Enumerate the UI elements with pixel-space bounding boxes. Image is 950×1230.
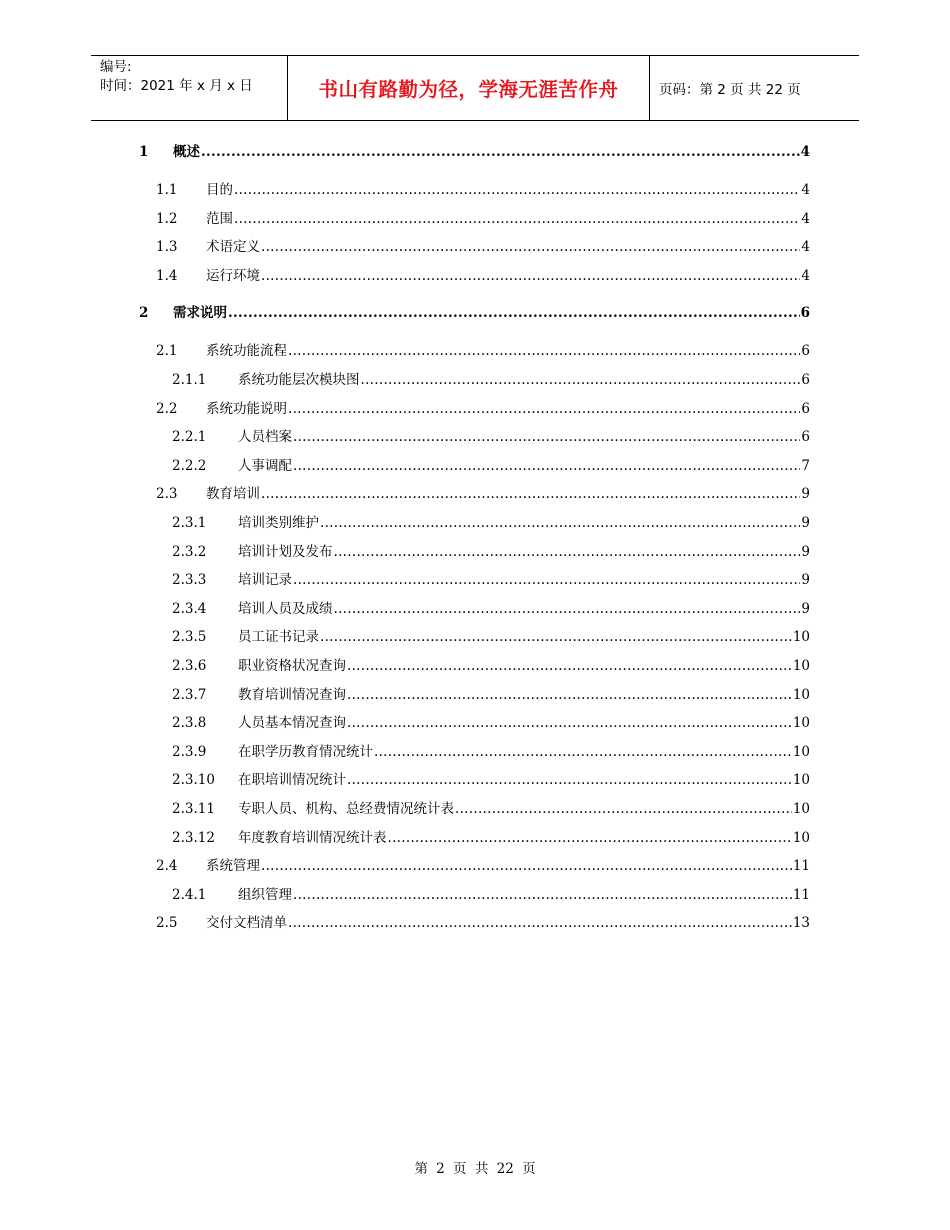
toc-dot-leader	[293, 456, 800, 476]
toc-entry-number: 2.2.1	[172, 429, 207, 445]
toc-entry-title: 系统功能说明	[206, 401, 287, 417]
toc-entry-page: 6	[801, 429, 810, 445]
toc-entry-title: 范围	[206, 211, 233, 227]
toc-entry-title: 年度教育培训情况统计表	[238, 830, 387, 846]
toc-dot-leader	[347, 770, 792, 790]
toc-dot-leader	[347, 656, 792, 676]
toc-dot-leader	[334, 599, 801, 619]
header-left-cell	[91, 56, 287, 120]
toc-entry-title: 培训类别维护	[238, 515, 319, 531]
toc-entry-number: 2.1.1	[172, 372, 207, 388]
toc-entry-title: 交付文档清单	[206, 915, 287, 931]
toc-dot-leader	[361, 370, 801, 390]
toc-entry[interactable]	[156, 913, 810, 933]
toc-entry[interactable]	[172, 770, 810, 790]
document-number-label: 编号:	[100, 59, 132, 75]
toc-entry-number: 2.3.8	[172, 715, 207, 731]
page-header	[91, 55, 859, 121]
toc-entry-title: 职业资格状况查询	[238, 658, 346, 674]
toc-dot-leader	[234, 209, 800, 229]
toc-entry-page: 9	[801, 601, 810, 617]
toc-entry-title: 组织管理	[238, 887, 292, 903]
toc-entry-page: 9	[801, 572, 810, 588]
toc-dot-leader	[374, 742, 792, 762]
toc-entry-number: 2.4.1	[172, 887, 207, 903]
toc-entry-number: 1.1	[156, 182, 178, 198]
toc-dot-leader	[288, 341, 800, 361]
toc-entry-page: 4	[801, 211, 810, 227]
toc-entry[interactable]	[172, 599, 810, 619]
toc-entry[interactable]	[172, 742, 810, 762]
toc-entry-page: 11	[792, 887, 810, 903]
toc-entry-page: 13	[792, 915, 810, 931]
toc-entry[interactable]	[156, 484, 810, 504]
toc-entry-page: 10	[792, 744, 810, 760]
toc-entry[interactable]	[172, 542, 810, 562]
toc-entry[interactable]	[172, 713, 810, 733]
toc-entry-number: 2.3	[156, 486, 178, 502]
toc-entry-page: 7	[801, 458, 810, 474]
toc-dot-leader	[228, 303, 800, 323]
toc-entry-page: 6	[800, 305, 810, 321]
toc-entry-title: 培训人员及成绩	[238, 601, 333, 617]
toc-dot-leader	[334, 542, 801, 562]
toc-entry-page: 4	[800, 144, 810, 160]
toc-entry[interactable]	[172, 427, 810, 447]
toc-dot-leader	[320, 627, 792, 647]
toc-entry-number: 2.3.6	[172, 658, 207, 674]
toc-entry-page: 10	[792, 687, 810, 703]
document-time-label: 时间：2021 年 x 月 x 日	[100, 78, 253, 94]
toc-entry[interactable]	[139, 303, 810, 323]
toc-entry[interactable]	[172, 885, 810, 905]
toc-entry[interactable]	[172, 685, 810, 705]
toc-entry[interactable]	[172, 456, 810, 476]
toc-entry-title: 教育培训情况查询	[238, 687, 346, 703]
header-page-label: 页码：第 2 页 共 22 页	[659, 82, 801, 98]
toc-entry-page: 6	[801, 343, 810, 359]
toc-entry-number: 1.2	[156, 211, 178, 227]
toc-entry-title: 系统功能流程	[206, 343, 287, 359]
toc-dot-leader	[320, 513, 800, 533]
toc-entry[interactable]	[156, 341, 810, 361]
toc-entry-title: 培训计划及发布	[238, 544, 333, 560]
toc-entry-number: 2.1	[156, 343, 178, 359]
toc-entry[interactable]	[172, 370, 810, 390]
toc-entry-number: 2.3.3	[172, 572, 207, 588]
toc-dot-leader	[347, 713, 792, 733]
toc-entry-title: 培训记录	[238, 572, 292, 588]
toc-entry-title: 在职学历教育情况统计	[238, 744, 373, 760]
toc-entry-page: 6	[801, 372, 810, 388]
toc-entry[interactable]	[156, 237, 810, 257]
toc-entry-number: 2.3.9	[172, 744, 207, 760]
toc-entry-number: 2.2.2	[172, 458, 207, 474]
toc-entry[interactable]	[156, 180, 810, 200]
toc-entry-title: 在职培训情况统计	[238, 772, 346, 788]
toc-entry-number: 2.3.4	[172, 601, 207, 617]
toc-entry-page: 4	[801, 182, 810, 198]
toc-entry[interactable]	[172, 656, 810, 676]
toc-entry-title: 人事调配	[238, 458, 292, 474]
toc-dot-leader	[293, 570, 800, 590]
toc-dot-leader	[234, 180, 800, 200]
toc-entry-number: 2.3.2	[172, 544, 207, 560]
toc-entry-number: 2.3.1	[172, 515, 207, 531]
toc-dot-leader	[293, 885, 792, 905]
toc-entry-title: 需求说明	[173, 305, 227, 321]
toc-entry-page: 10	[792, 801, 810, 817]
toc-entry-page: 10	[792, 715, 810, 731]
toc-dot-leader	[388, 828, 792, 848]
toc-entry-page: 10	[792, 658, 810, 674]
toc-entry-number: 2.5	[156, 915, 178, 931]
toc-entry-number: 2.3.12	[172, 830, 215, 846]
toc-entry[interactable]	[172, 513, 810, 533]
toc-entry[interactable]	[172, 828, 810, 848]
toc-entry-page: 11	[792, 858, 810, 874]
header-motto-cell	[287, 56, 650, 120]
toc-entry[interactable]	[139, 142, 810, 162]
toc-entry[interactable]	[156, 399, 810, 419]
toc-entry[interactable]	[172, 627, 810, 647]
toc-entry-page: 6	[801, 401, 810, 417]
toc-entry[interactable]	[156, 266, 810, 286]
toc-dot-leader	[261, 484, 800, 504]
toc-entry-number: 2.3.11	[172, 801, 215, 817]
toc-entry[interactable]	[156, 209, 810, 229]
toc-dot-leader	[288, 399, 800, 419]
header-page-cell	[650, 56, 859, 120]
toc-entry-title: 术语定义	[206, 239, 260, 255]
toc-entry[interactable]	[156, 856, 810, 876]
toc-entry-number: 2.3.5	[172, 629, 207, 645]
page-footer: 第 2 页 共 22 页	[414, 1161, 536, 1177]
toc-entry-page: 9	[801, 486, 810, 502]
toc-entry-title: 人员档案	[238, 429, 292, 445]
toc-dot-leader	[347, 685, 792, 705]
toc-entry-title: 员工证书记录	[238, 629, 319, 645]
toc-entry-number: 2.3.7	[172, 687, 207, 703]
toc-entry[interactable]	[172, 570, 810, 590]
toc-dot-leader	[261, 856, 792, 876]
toc-entry-title: 运行环境	[206, 268, 260, 284]
toc-dot-leader	[201, 142, 800, 162]
toc-entry-page: 9	[801, 515, 810, 531]
toc-entry[interactable]	[172, 799, 810, 819]
toc-entry-number: 1.3	[156, 239, 178, 255]
header-motto: 书山有路勤为径，学海无涯苦作舟	[318, 78, 619, 101]
toc-entry-page: 4	[801, 268, 810, 284]
toc-entry-page: 9	[801, 544, 810, 560]
toc-entry-number: 2	[139, 305, 149, 321]
toc-entry-title: 专职人员、机构、总经费情况统计表	[238, 801, 454, 817]
toc-dot-leader	[455, 799, 792, 819]
toc-dot-leader	[261, 237, 800, 257]
toc-entry-title: 系统功能层次模块图	[238, 372, 360, 388]
toc-entry-number: 1.4	[156, 268, 178, 284]
toc-entry-page: 10	[792, 830, 810, 846]
toc-entry-number: 2.2	[156, 401, 178, 417]
toc-dot-leader	[261, 266, 800, 286]
toc-entry-title: 系统管理	[206, 858, 260, 874]
toc-entry-number: 2.3.10	[172, 772, 215, 788]
toc-entry-number: 2.4	[156, 858, 178, 874]
toc-dot-leader	[288, 913, 792, 933]
toc-entry-number: 1	[139, 144, 149, 160]
toc-entry-title: 人员基本情况查询	[238, 715, 346, 731]
toc-entry-title: 教育培训	[206, 486, 260, 502]
toc-dot-leader	[293, 427, 800, 447]
toc-entry-page: 10	[792, 772, 810, 788]
toc-entry-page: 4	[801, 239, 810, 255]
toc-entry-title: 概述	[173, 144, 200, 160]
toc-entry-page: 10	[792, 629, 810, 645]
toc-entry-title: 目的	[206, 182, 233, 198]
